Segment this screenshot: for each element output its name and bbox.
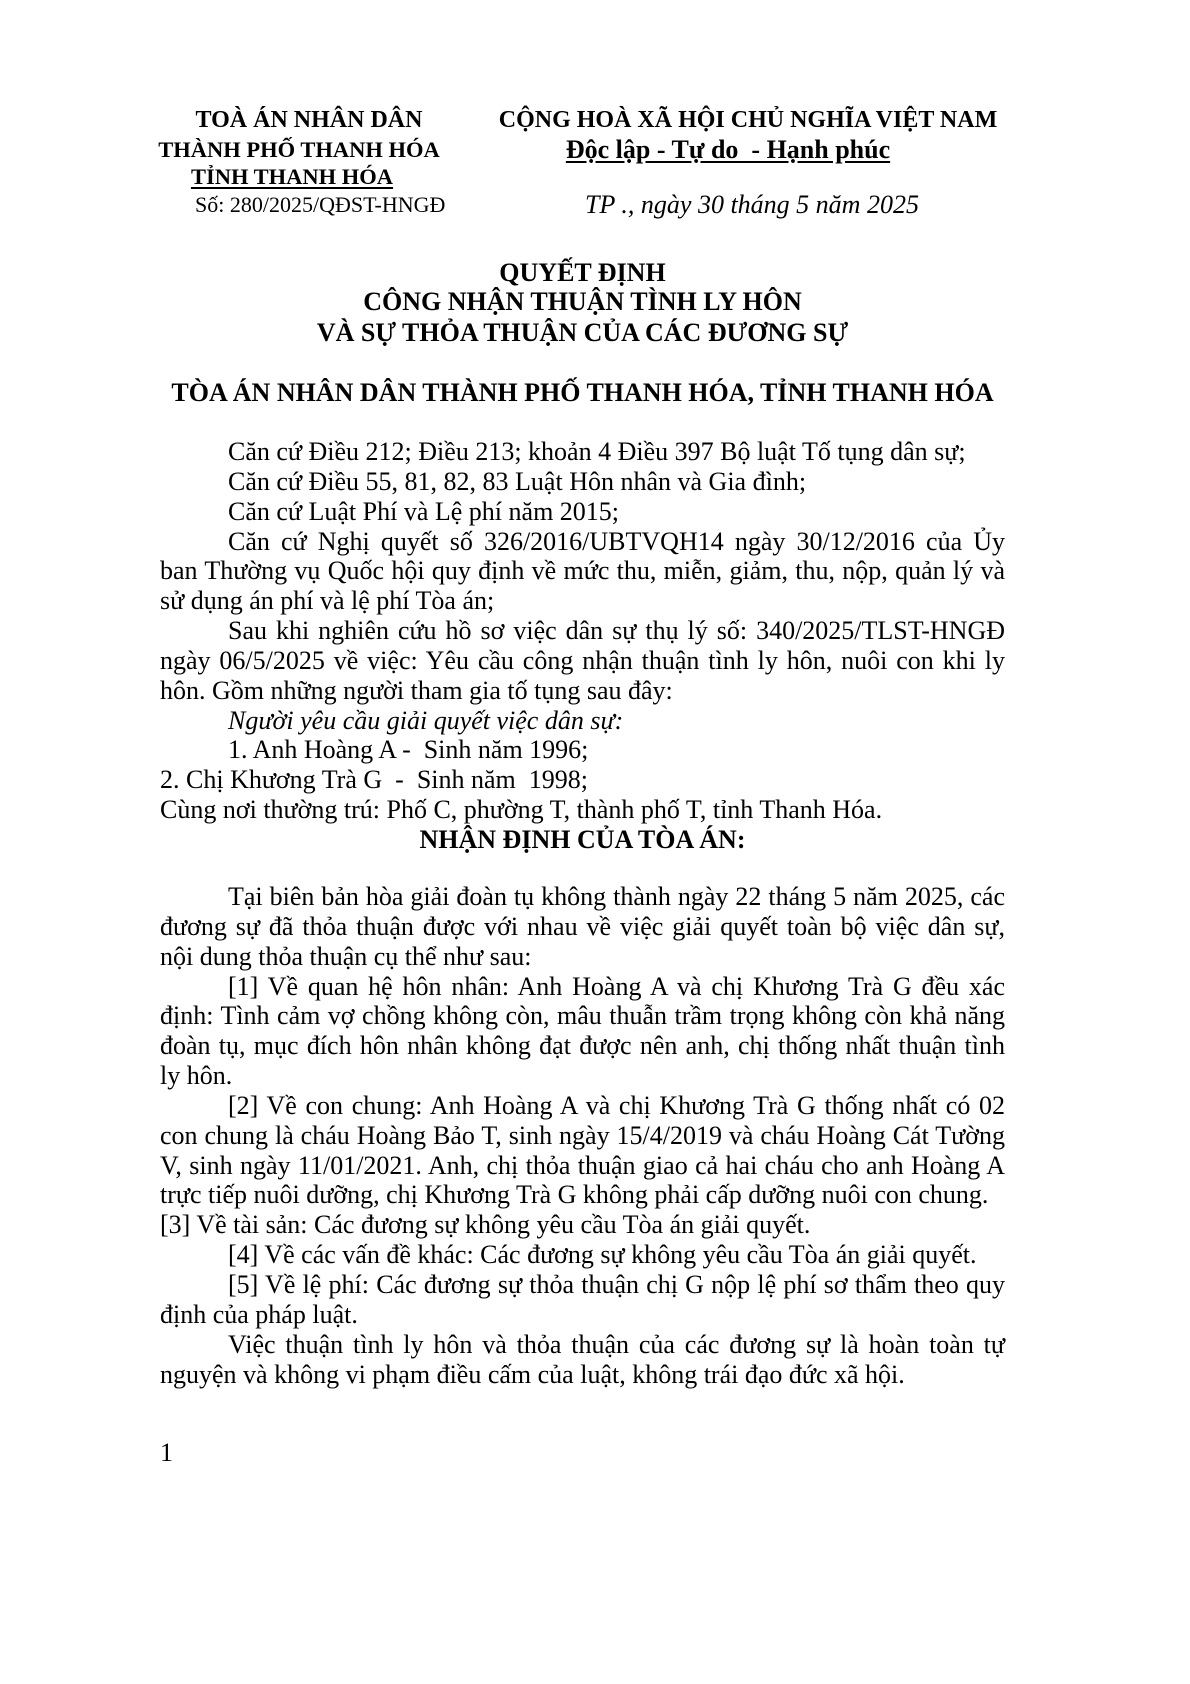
parties-label: Người yêu cầu giải quyết việc dân sự: [228,705,624,735]
decision-subtitle-line-1: CÔNG NHẬN THUẬN TÌNH LY HÔN [363,287,802,316]
findings-line: nội dung thỏa thuận cụ thể như sau: [160,941,532,971]
decision-title: QUYẾT ĐỊNH [499,258,666,287]
preamble [160,437,1005,855]
court-name-line-2: THÀNH PHỐ THANH HÓA [158,137,440,162]
page-number: 1 [160,1438,173,1467]
findings-line: đoàn tụ, mục đích hôn nhân không đạt được nên anh, chị thống nhất thuận tình [160,1031,1005,1061]
findings-line: [5] Về lệ phí: Các đương sự thỏa thuận chị G nộp lệ phí sơ thẩm theo quy [228,1269,1005,1299]
case-intro-line: Sau khi nghiên cứu hồ sơ việc dân sự thụ lý số: 340/2025/TLST-HNGĐ [228,616,1005,646]
legal-basis-line: sử dụng án phí và lệ phí Tòa án; [160,586,495,616]
court-name-line-1: TOÀ ÁN NHÂN DÂN [195,107,423,133]
findings-line: [2] Về con chung: Anh Hoàng A và chị Khương Trà G thống nhất có 02 [228,1090,1005,1120]
case-intro-line: hôn. Gồm những người tham gia tố tụng sau đây: [160,675,673,705]
findings-line: V, sinh ngày 11/01/2021. Anh, chị thỏa thuận giao cả hai cháu cho anh Hoàng A [160,1150,1005,1180]
legal-basis-line: Căn cứ Luật Phí và Lệ phí năm 2015; [228,496,620,526]
decision-subtitle-line-2: VÀ SỰ THỎA THUẬN CỦA CÁC ĐƯƠNG SỰ [316,318,849,347]
findings-line: đương sự đã thỏa thuận được với nhau về việc giải quyết toàn bộ việc dân sự, [160,911,1005,941]
issuing-court: TÒA ÁN NHÂN DÂN THÀNH PHỐ THANH HÓA, TỈNH THANH HÓA [171,378,994,407]
findings-line: Tại biên bản hòa giải đoàn tụ không thành ngày 22 tháng 5 năm 2025, các [228,882,1005,911]
findings-line: định của pháp luật. [160,1299,358,1329]
court-name-line-3: TỈNH THANH HÓA [190,164,394,189]
legal-basis-line: ban Thường vụ Quốc hội quy định về mức thu, miễn, giảm, thu, nộp, quản lý và [160,556,1005,586]
case-intro-line: ngày 06/5/2025 về việc: Yêu cầu công nhận thuận tình ly hôn, nuôi con khi ly [160,645,1005,675]
findings-line: ly hôn. [160,1061,233,1091]
party-entry: 2. Chị Khương Trà G - Sinh năm 1998; [160,765,588,795]
findings-line: trực tiếp nuôi dưỡng, chị Khương Trà G không phải cấp dưỡng nuôi con chung. [160,1180,989,1210]
party-entry: 1. Anh Hoàng A - Sinh năm 1996; [228,735,589,765]
findings-line: nguyện và không vi phạm điều cấm của luật, không trái đạo đức xã hội. [160,1359,905,1389]
findings-line: định: Tình cảm vợ chồng không còn, mâu thuẫn trầm trọng không còn khả năng [160,1001,1005,1031]
legal-basis-line: Căn cứ Nghị quyết số 326/2016/UBTVQH14 ngày 30/12/2016 của Ủy [228,526,1005,556]
findings-line: [4] Về các vấn đề khác: Các đương sự không yêu cầu Tòa án giải quyết. [228,1240,977,1270]
national-title: CỘNG HOÀ XÃ HỘI CHỦ NGHĨA VIỆT NAM [498,107,998,133]
legal-basis-line: Căn cứ Điều 55, 81, 82, 83 Luật Hôn nhân và Gia đình; [228,466,807,496]
parties-residence: Cùng nơi thường trú: Phố C, phường T, thành phố T, tỉnh Thanh Hóa. [160,795,883,825]
document-number: Số: 280/2025/QĐST-HNGĐ [195,192,446,217]
national-motto: Độc lập - Tự do - Hạnh phúc [565,135,891,164]
findings [160,882,1005,1389]
findings-line: [1] Về quan hệ hôn nhân: Anh Hoàng A và chị Khương Trà G đều xác [228,971,1005,1001]
place-date: TP ., ngày 30 tháng 5 năm 2025 [585,190,919,219]
findings-line: con chung là cháu Hoàng Bảo T, sinh ngày 15/4/2019 và cháu Hoàng Cát Tường [160,1120,1005,1150]
findings-line: Việc thuận tình ly hôn và thỏa thuận của các đương sự là hoàn toàn tự [228,1329,1005,1359]
findings-heading: NHẬN ĐỊNH CỦA TÒA ÁN: [419,824,746,854]
findings-line: [3] Về tài sản: Các đương sự không yêu cầu Tòa án giải quyết. [160,1210,811,1240]
legal-basis-line: Căn cứ Điều 212; Điều 213; khoản 4 Điều 397 Bộ luật Tố tụng dân sự; [228,437,966,466]
